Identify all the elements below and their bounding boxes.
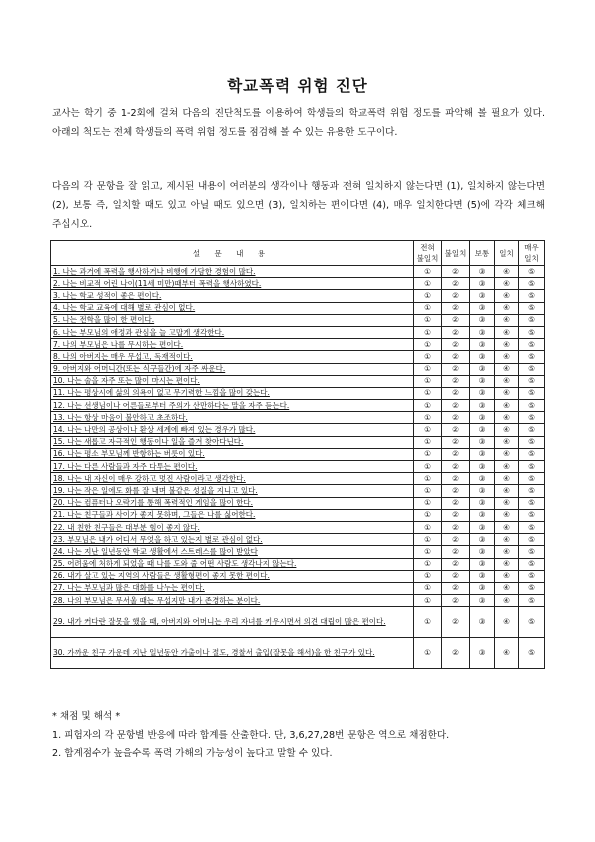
question-label: 20. 나는 컴퓨터나 오락기를 통해 폭력적인 게임을 많이 한다. bbox=[53, 498, 254, 508]
question-text bbox=[51, 339, 414, 351]
question-text bbox=[51, 497, 414, 509]
answer-option-2[interactable]: ② bbox=[442, 375, 470, 387]
answer-option-4[interactable]: ④ bbox=[495, 521, 519, 533]
table-row bbox=[51, 339, 545, 351]
answer-option-1[interactable]: ① bbox=[414, 638, 442, 669]
table-row bbox=[51, 461, 545, 473]
table-row bbox=[51, 400, 545, 412]
question-label: 16. 나는 평소 부모님께 반항하는 버릇이 있다. bbox=[53, 449, 205, 459]
answer-option-3[interactable]: ③ bbox=[470, 473, 495, 485]
table-row bbox=[51, 638, 545, 669]
question-label: 24. 나는 지난 일년동안 학교 생활에서 스트레스를 많이 받았다 bbox=[53, 546, 258, 556]
table-row bbox=[51, 436, 545, 448]
answer-option-4[interactable]: ④ bbox=[495, 461, 519, 473]
answer-option-3[interactable]: ③ bbox=[470, 302, 495, 314]
answer-option-4[interactable]: ④ bbox=[495, 302, 519, 314]
answer-option-5[interactable]: ⑤ bbox=[519, 485, 545, 497]
question-text bbox=[51, 363, 414, 375]
answer-option-1[interactable]: ① bbox=[414, 448, 442, 460]
answer-option-2[interactable]: ② bbox=[442, 473, 470, 485]
answer-option-5[interactable]: ⑤ bbox=[519, 387, 545, 399]
answer-option-5[interactable]: ⑤ bbox=[519, 290, 545, 302]
answer-option-1[interactable]: ① bbox=[414, 412, 442, 424]
answer-option-3[interactable]: ③ bbox=[470, 509, 495, 521]
answer-option-2[interactable]: ② bbox=[442, 509, 470, 521]
question-label: 19. 나는 작은 일에도 화를 잘 내며 불같은 성질을 지니고 있다. bbox=[53, 485, 258, 495]
answer-option-1[interactable]: ① bbox=[414, 314, 442, 326]
table-row bbox=[51, 558, 545, 570]
question-text bbox=[51, 595, 414, 607]
table-row bbox=[51, 412, 545, 424]
answer-option-2[interactable]: ② bbox=[442, 638, 470, 669]
question-label: 1. 나는 과거에 폭력을 행사하거나 비행에 가담한 경험이 많다. bbox=[53, 266, 256, 276]
answer-option-3[interactable]: ③ bbox=[470, 339, 495, 351]
question-text bbox=[51, 521, 414, 533]
table-row bbox=[51, 290, 545, 302]
answer-option-1[interactable]: ① bbox=[414, 534, 442, 546]
answer-option-1[interactable]: ① bbox=[414, 339, 442, 351]
answer-option-1[interactable]: ① bbox=[414, 595, 442, 607]
question-text bbox=[51, 570, 414, 582]
question-text bbox=[51, 448, 414, 460]
answer-option-5[interactable]: ⑤ bbox=[519, 400, 545, 412]
answer-option-1[interactable]: ① bbox=[414, 400, 442, 412]
question-label: 14. 나는 나만의 공상이나 환상 세계에 빠져 있는 경우가 많다. bbox=[53, 425, 256, 435]
question-column-header: 설 문 내 용 bbox=[51, 241, 414, 266]
answer-option-3[interactable]: ③ bbox=[470, 326, 495, 338]
question-text bbox=[51, 302, 414, 314]
question-label: 10. 나는 술을 자주 또는 많이 마시는 편이다. bbox=[53, 376, 200, 386]
question-label: 13. 나는 항상 마음이 불안하고 초조하다. bbox=[53, 412, 188, 422]
answer-option-1[interactable]: ① bbox=[414, 570, 442, 582]
answer-option-1[interactable]: ① bbox=[414, 375, 442, 387]
answer-option-5[interactable]: ⑤ bbox=[519, 448, 545, 460]
answer-option-3[interactable]: ③ bbox=[470, 638, 495, 669]
question-text bbox=[51, 375, 414, 387]
answer-option-3[interactable]: ③ bbox=[470, 448, 495, 460]
answer-option-1[interactable]: ① bbox=[414, 363, 442, 375]
option-header-5: 매우 일치 bbox=[519, 241, 545, 266]
answer-option-4[interactable]: ④ bbox=[495, 351, 519, 363]
answer-option-4[interactable]: ④ bbox=[495, 375, 519, 387]
question-label: 22. 내 친한 친구들은 대부분 힘이 좋지 않다. bbox=[53, 522, 200, 532]
question-label: 3. 나는 학교 성적이 좋은 편이다. bbox=[53, 290, 162, 300]
question-label: 28. 나의 부모님은 무서울 때는 무섭지만 내가 존경하는 분이다. bbox=[53, 595, 261, 605]
answer-option-4[interactable]: ④ bbox=[495, 314, 519, 326]
answer-option-5[interactable]: ⑤ bbox=[519, 509, 545, 521]
answer-option-3[interactable]: ③ bbox=[470, 278, 495, 290]
answer-option-3[interactable]: ③ bbox=[470, 436, 495, 448]
question-label: 4. 나는 학교 교육에 대해 별로 관심이 없다. bbox=[53, 303, 196, 313]
question-text bbox=[51, 290, 414, 302]
question-label: 30. 가까운 친구 가운데 지난 일년동안 가출이나 절도, 경찰서 출입(잘못을 해서)을 한 친구가 있다. bbox=[53, 648, 375, 658]
answer-option-1[interactable]: ① bbox=[414, 607, 442, 638]
answer-option-2[interactable]: ② bbox=[442, 521, 470, 533]
answer-option-2[interactable]: ② bbox=[442, 387, 470, 399]
answer-option-2[interactable]: ② bbox=[442, 485, 470, 497]
answer-option-3[interactable]: ③ bbox=[470, 387, 495, 399]
option-header-3: 보통 bbox=[470, 241, 495, 266]
answer-option-5[interactable]: ⑤ bbox=[519, 534, 545, 546]
question-label: 23. 부모님은 내가 어디서 무엇을 하고 있는지 별로 관심이 없다. bbox=[53, 534, 263, 544]
question-text bbox=[51, 326, 414, 338]
table-row bbox=[51, 509, 545, 521]
question-label: 17. 나는 다른 사람들과 자주 다투는 편이다. bbox=[53, 461, 198, 471]
question-text bbox=[51, 436, 414, 448]
table-row bbox=[51, 582, 545, 594]
answer-option-4[interactable]: ④ bbox=[495, 436, 519, 448]
question-text bbox=[51, 461, 414, 473]
answer-option-4[interactable]: ④ bbox=[495, 400, 519, 412]
question-text bbox=[51, 351, 414, 363]
table-row bbox=[51, 351, 545, 363]
question-text bbox=[51, 509, 414, 521]
question-label: 12. 나는 선생님이나 어른들로부터 주의가 산만하다는 말을 자주 듣는다. bbox=[53, 400, 290, 410]
answer-option-3[interactable]: ③ bbox=[470, 546, 495, 558]
answer-option-1[interactable]: ① bbox=[414, 387, 442, 399]
table-row bbox=[51, 485, 545, 497]
question-text bbox=[51, 278, 414, 290]
answer-option-2[interactable]: ② bbox=[442, 351, 470, 363]
answer-option-5[interactable]: ⑤ bbox=[519, 546, 545, 558]
question-label: 9. 아버지와 어머니간(또는 식구들간)에 자주 싸운다. bbox=[53, 364, 226, 374]
table-header-row bbox=[51, 241, 545, 266]
answer-option-4[interactable]: ④ bbox=[495, 570, 519, 582]
answer-option-3[interactable]: ③ bbox=[470, 351, 495, 363]
table-row bbox=[51, 375, 545, 387]
scoring-notes bbox=[52, 708, 545, 763]
answer-option-3[interactable]: ③ bbox=[470, 400, 495, 412]
answer-option-2[interactable]: ② bbox=[442, 412, 470, 424]
answer-option-1[interactable]: ① bbox=[414, 436, 442, 448]
answer-option-2[interactable]: ② bbox=[442, 497, 470, 509]
answer-option-2[interactable]: ② bbox=[442, 461, 470, 473]
answer-option-5[interactable]: ⑤ bbox=[519, 473, 545, 485]
answer-option-2[interactable]: ② bbox=[442, 278, 470, 290]
answer-option-5[interactable]: ⑤ bbox=[519, 314, 545, 326]
question-label: 8. 나의 아버지는 매우 무섭고, 독재적이다. bbox=[53, 351, 193, 361]
question-label: 25. 어려움에 처하게 되었을 때 나를 도와 줄 어떤 사람도 생각나지 않는다. bbox=[53, 559, 297, 569]
table-row bbox=[51, 570, 545, 582]
answer-option-2[interactable]: ② bbox=[442, 290, 470, 302]
question-text bbox=[51, 314, 414, 326]
answer-option-5[interactable]: ⑤ bbox=[519, 497, 545, 509]
answer-option-5[interactable]: ⑤ bbox=[519, 582, 545, 594]
question-label: 5. 나는 전학을 많이 한 편이다. bbox=[53, 315, 155, 325]
answer-option-2[interactable]: ② bbox=[442, 448, 470, 460]
question-text bbox=[51, 558, 414, 570]
table-row bbox=[51, 595, 545, 607]
answer-option-4[interactable]: ④ bbox=[495, 546, 519, 558]
answer-option-3[interactable]: ③ bbox=[470, 570, 495, 582]
answer-option-4[interactable]: ④ bbox=[495, 412, 519, 424]
question-text bbox=[51, 400, 414, 412]
question-text bbox=[51, 485, 414, 497]
answer-option-2[interactable]: ② bbox=[442, 424, 470, 436]
question-label: 6. 나는 부모님의 애정과 관심을 늘 고맙게 생각한다. bbox=[53, 327, 225, 337]
table-row bbox=[51, 546, 545, 558]
answer-option-5[interactable]: ⑤ bbox=[519, 326, 545, 338]
answer-option-5[interactable]: ⑤ bbox=[519, 351, 545, 363]
table-row bbox=[51, 534, 545, 546]
notes-heading: * 채점 및 해석 * bbox=[52, 711, 121, 722]
option-header-4: 일치 bbox=[495, 241, 519, 266]
answer-option-3[interactable]: ③ bbox=[470, 497, 495, 509]
answer-option-1[interactable]: ① bbox=[414, 558, 442, 570]
question-label: 15. 나는 새롭고 자극적인 행동이나 일을 즐겨 찾아다닌다. bbox=[53, 437, 244, 447]
option-header-2: 불일치 bbox=[442, 241, 470, 266]
answer-option-2[interactable]: ② bbox=[442, 314, 470, 326]
answer-option-5[interactable]: ⑤ bbox=[519, 375, 545, 387]
question-label: 18. 나는 내 자신이 매우 강하고 멋진 사람이라고 생각한다. bbox=[53, 473, 246, 483]
table-row bbox=[51, 607, 545, 638]
answer-option-4[interactable]: ④ bbox=[495, 607, 519, 638]
question-text bbox=[51, 546, 414, 558]
answer-option-2[interactable]: ② bbox=[442, 400, 470, 412]
answer-option-2[interactable]: ② bbox=[442, 363, 470, 375]
answer-option-1[interactable]: ① bbox=[414, 521, 442, 533]
question-label: 2. 나는 비교적 어린 나이(11세 미만)때부터 폭력을 행사하였다. bbox=[53, 278, 262, 288]
answer-option-3[interactable]: ③ bbox=[470, 375, 495, 387]
answer-option-1[interactable]: ① bbox=[414, 485, 442, 497]
table-row bbox=[51, 521, 545, 533]
question-text bbox=[51, 638, 414, 669]
answer-option-5[interactable]: ⑤ bbox=[519, 363, 545, 375]
answer-option-2[interactable]: ② bbox=[442, 534, 470, 546]
answer-option-2[interactable]: ② bbox=[442, 595, 470, 607]
question-label: 21. 나는 친구들과 사이가 좋지 못하며, 그들은 나를 싫어한다. bbox=[53, 510, 256, 520]
question-text bbox=[51, 412, 414, 424]
answer-option-3[interactable]: ③ bbox=[470, 266, 495, 278]
answer-option-2[interactable]: ② bbox=[442, 546, 470, 558]
answer-option-2[interactable]: ② bbox=[442, 570, 470, 582]
table-row bbox=[51, 326, 545, 338]
answer-option-5[interactable]: ⑤ bbox=[519, 339, 545, 351]
answer-option-4[interactable]: ④ bbox=[495, 534, 519, 546]
answer-option-3[interactable]: ③ bbox=[470, 485, 495, 497]
answer-option-1[interactable]: ① bbox=[414, 546, 442, 558]
answer-option-5[interactable]: ⑤ bbox=[519, 607, 545, 638]
question-text bbox=[51, 582, 414, 594]
answer-option-4[interactable]: ④ bbox=[495, 448, 519, 460]
answer-option-3[interactable]: ③ bbox=[470, 314, 495, 326]
table-row bbox=[51, 448, 545, 460]
answer-option-1[interactable]: ① bbox=[414, 582, 442, 594]
answer-option-1[interactable]: ① bbox=[414, 509, 442, 521]
table-row bbox=[51, 424, 545, 436]
table-row bbox=[51, 314, 545, 326]
answer-option-5[interactable]: ⑤ bbox=[519, 595, 545, 607]
answer-option-3[interactable]: ③ bbox=[470, 461, 495, 473]
answer-option-4[interactable]: ④ bbox=[495, 473, 519, 485]
answer-option-3[interactable]: ③ bbox=[470, 582, 495, 594]
answer-option-5[interactable]: ⑤ bbox=[519, 436, 545, 448]
answer-option-5[interactable]: ⑤ bbox=[519, 424, 545, 436]
answer-option-5[interactable]: ⑤ bbox=[519, 412, 545, 424]
answer-option-4[interactable]: ④ bbox=[495, 387, 519, 399]
answer-option-5[interactable]: ⑤ bbox=[519, 558, 545, 570]
answer-option-3[interactable]: ③ bbox=[470, 558, 495, 570]
table-row bbox=[51, 363, 545, 375]
answer-option-4[interactable]: ④ bbox=[495, 326, 519, 338]
survey-table bbox=[50, 240, 545, 669]
question-label: 26. 내가 살고 있는 지역의 사람들은 생활형편이 좋지 못한 편이다. bbox=[53, 571, 270, 581]
question-text bbox=[51, 473, 414, 485]
answer-option-4[interactable]: ④ bbox=[495, 582, 519, 594]
answer-option-4[interactable]: ④ bbox=[495, 595, 519, 607]
answer-option-4[interactable]: ④ bbox=[495, 424, 519, 436]
table-row bbox=[51, 497, 545, 509]
answer-option-1[interactable]: ① bbox=[414, 278, 442, 290]
answer-option-1[interactable]: ① bbox=[414, 473, 442, 485]
table-row bbox=[51, 266, 545, 278]
answer-option-2[interactable]: ② bbox=[442, 558, 470, 570]
question-label: 27. 나는 부모님과 많은 대화를 나누는 편이다. bbox=[53, 583, 205, 593]
answer-option-4[interactable]: ④ bbox=[495, 497, 519, 509]
answer-option-4[interactable]: ④ bbox=[495, 363, 519, 375]
answer-option-2[interactable]: ② bbox=[442, 339, 470, 351]
answer-option-2[interactable]: ② bbox=[442, 266, 470, 278]
answer-option-1[interactable]: ① bbox=[414, 302, 442, 314]
table-row bbox=[51, 302, 545, 314]
answer-option-1[interactable]: ① bbox=[414, 424, 442, 436]
option-header-1: 전혀 불일치 bbox=[414, 241, 442, 266]
survey-body bbox=[51, 266, 545, 669]
answer-option-3[interactable]: ③ bbox=[470, 363, 495, 375]
answer-option-5[interactable]: ⑤ bbox=[519, 570, 545, 582]
instructions-paragraph: 다음의 각 문항을 잘 읽고, 제시된 내용이 여러분의 생각이나 행동과 전혀 일치하지 않는다면 (1), 일치하지 않는다면 (2), 보통 즉, 일치할 때도 있고 아닐 때도 있으면 (3), 일치하는 편이다면 (4), 매우 일치한다면 (5)에 각각 체크해 주십시오. bbox=[52, 181, 545, 230]
answer-option-5[interactable]: ⑤ bbox=[519, 638, 545, 669]
notes-item-1: 1. 피험자의 각 문항별 반응에 따라 합계를 산출한다. 단, 3,6,27,28번 문항은 역으로 채점한다. bbox=[52, 730, 450, 741]
answer-option-3[interactable]: ③ bbox=[470, 290, 495, 302]
answer-option-1[interactable]: ① bbox=[414, 266, 442, 278]
answer-option-3[interactable]: ③ bbox=[470, 521, 495, 533]
answer-option-2[interactable]: ② bbox=[442, 436, 470, 448]
answer-option-4[interactable]: ④ bbox=[495, 266, 519, 278]
page-title: 학교폭력 위험 진단 bbox=[227, 77, 368, 95]
intro-paragraph: 교사는 학기 중 1-2회에 걸쳐 다음의 진단척도를 이용하여 학생들의 학교폭력 위험 정도를 파악해 볼 필요가 있다. 아래의 척도는 전체 학생들의 폭력 위험 정도를 점검해 볼 수 있는 유용한 도구이다. bbox=[52, 108, 545, 138]
answer-option-3[interactable]: ③ bbox=[470, 534, 495, 546]
answer-option-4[interactable]: ④ bbox=[495, 485, 519, 497]
answer-option-4[interactable]: ④ bbox=[495, 339, 519, 351]
answer-option-3[interactable]: ③ bbox=[470, 424, 495, 436]
answer-option-1[interactable]: ① bbox=[414, 351, 442, 363]
question-label: 11. 나는 평상시에 삶의 의욕이 없고 무기력한 느낌을 많이 갖는다. bbox=[53, 388, 270, 398]
question-text bbox=[51, 424, 414, 436]
question-text bbox=[51, 266, 414, 278]
answer-option-1[interactable]: ① bbox=[414, 461, 442, 473]
question-text bbox=[51, 607, 414, 638]
answer-option-3[interactable]: ③ bbox=[470, 607, 495, 638]
answer-option-2[interactable]: ② bbox=[442, 607, 470, 638]
answer-option-2[interactable]: ② bbox=[442, 326, 470, 338]
answer-option-5[interactable]: ⑤ bbox=[519, 521, 545, 533]
answer-option-4[interactable]: ④ bbox=[495, 558, 519, 570]
answer-option-4[interactable]: ④ bbox=[495, 290, 519, 302]
answer-option-4[interactable]: ④ bbox=[495, 278, 519, 290]
answer-option-1[interactable]: ① bbox=[414, 290, 442, 302]
answer-option-4[interactable]: ④ bbox=[495, 638, 519, 669]
table-row bbox=[51, 473, 545, 485]
question-text bbox=[51, 387, 414, 399]
answer-option-3[interactable]: ③ bbox=[470, 595, 495, 607]
answer-option-4[interactable]: ④ bbox=[495, 509, 519, 521]
answer-option-5[interactable]: ⑤ bbox=[519, 302, 545, 314]
question-text bbox=[51, 534, 414, 546]
answer-option-1[interactable]: ① bbox=[414, 497, 442, 509]
question-label: 7. 나의 부모님은 나를 무시하는 편이다. bbox=[53, 339, 184, 349]
answer-option-1[interactable]: ① bbox=[414, 326, 442, 338]
answer-option-2[interactable]: ② bbox=[442, 582, 470, 594]
table-row bbox=[51, 278, 545, 290]
answer-option-5[interactable]: ⑤ bbox=[519, 278, 545, 290]
table-row bbox=[51, 387, 545, 399]
answer-option-5[interactable]: ⑤ bbox=[519, 461, 545, 473]
notes-item-2: 2. 합계점수가 높을수록 폭력 가해의 가능성이 높다고 말할 수 있다. bbox=[52, 748, 333, 759]
answer-option-5[interactable]: ⑤ bbox=[519, 266, 545, 278]
question-label: 29. 내가 커다란 잘못을 했을 때, 아버지와 어머니는 우리 자녀를 키우시면서 의견 대립이 많은 편이다. bbox=[53, 617, 386, 627]
answer-option-3[interactable]: ③ bbox=[470, 412, 495, 424]
answer-option-2[interactable]: ② bbox=[442, 302, 470, 314]
